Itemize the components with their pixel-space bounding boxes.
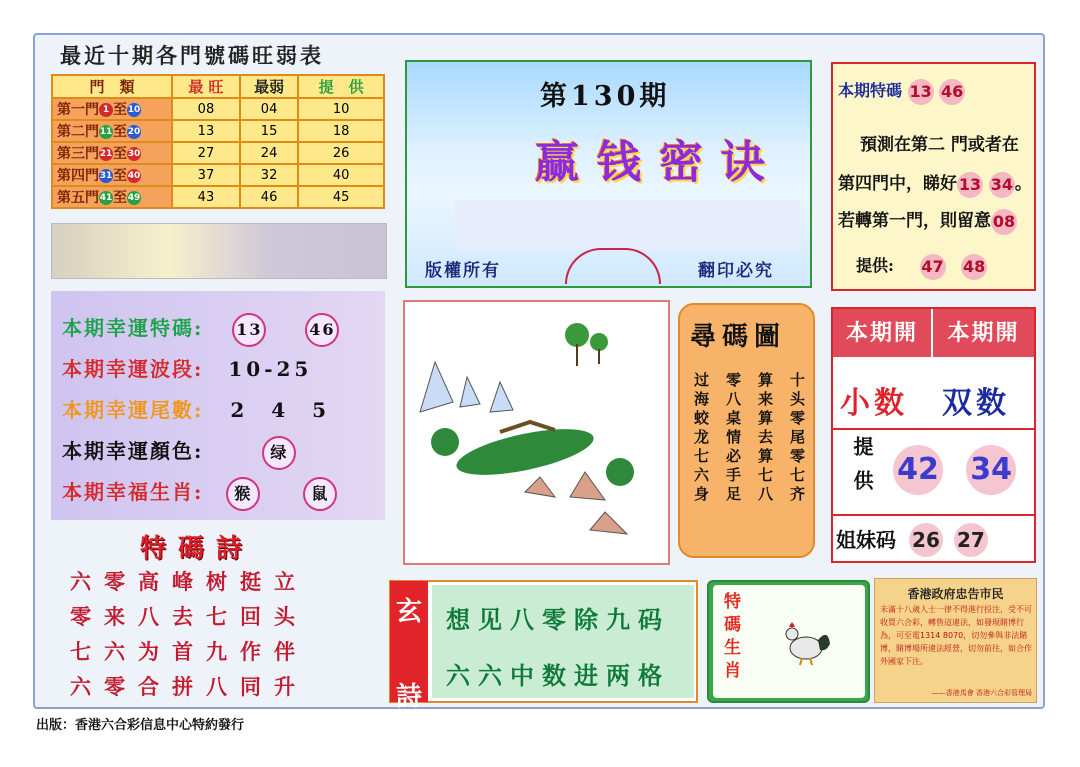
- row-weak: 15: [240, 120, 298, 142]
- notice-body: 未滿十八歲人士一律不得進行投注，受不可收買六合彩，轉售這違法，如發現賭博行為，可至電1314 8070，切勿參與非法賭博，賭博場所違法經營，切勿前往，如合作外國家下注。: [880, 605, 1032, 666]
- row-hot: 13: [172, 120, 240, 142]
- xuanji-side: [390, 581, 428, 712]
- xuanji-line-1: 想见八零除九码: [446, 605, 670, 634]
- row-give: 45: [298, 186, 384, 208]
- table-header-row: [52, 75, 384, 98]
- footer-publisher: 出版：香港六合彩信息中心特約發行: [36, 718, 245, 733]
- table-row: [52, 142, 384, 164]
- sister-ball-2: 27: [954, 523, 988, 557]
- header-give: 提 供: [298, 75, 384, 98]
- kai-header-1: 本期開: [833, 309, 931, 357]
- lucky-tail: 2 4 5: [230, 398, 337, 422]
- kai-give-label: 提供: [850, 436, 874, 504]
- lucky-special-label: 本期幸運特碼:: [62, 316, 204, 340]
- row-hot: 43: [172, 186, 240, 208]
- row-weak: 46: [240, 186, 298, 208]
- row-door: 第一門: [57, 102, 99, 118]
- number-ball: 49: [127, 193, 141, 203]
- row-to: 至: [113, 124, 127, 140]
- issue-number: 第130期: [540, 81, 671, 112]
- lucky-zodiac-2: 鼠: [303, 477, 337, 511]
- predict-line-1: 預測在第二 門或者在: [860, 135, 1019, 155]
- special-ball-1: 13: [908, 79, 934, 105]
- lucky-zodiac-label: 本期幸福生肖:: [62, 480, 204, 504]
- poem-title: 特碼詩: [140, 534, 255, 564]
- xunma-col-4: 过海蛟龙七六身: [692, 372, 710, 505]
- number-ball: 1: [99, 103, 113, 117]
- sister-label: 姐妹码: [836, 528, 896, 552]
- divider: [831, 428, 1036, 430]
- divider: [831, 514, 1036, 516]
- blank-banner: [51, 223, 387, 279]
- notice-title: 香港政府忠告市民: [907, 587, 1004, 601]
- rooster-icon: [780, 618, 832, 670]
- lucky-color-label: 本期幸運顏色:: [62, 439, 204, 463]
- blurred-area: [455, 200, 800, 250]
- row-weak: 32: [240, 164, 298, 186]
- grasshopper-scene-illustration: [405, 302, 668, 563]
- give-label: 提供:: [856, 256, 894, 275]
- sister-ball-1: 26: [909, 523, 943, 557]
- kai-ball-2: 34: [966, 445, 1016, 495]
- row-to: 至: [113, 168, 127, 184]
- row-give: 26: [298, 142, 384, 164]
- kai-value-1: 小数: [840, 386, 908, 421]
- poem-line-2: 零来八去七回头: [70, 604, 308, 629]
- piracy-warning: 翻印必究: [698, 261, 774, 281]
- give-ball-2: 48: [961, 254, 987, 280]
- lucky-wave-row: [62, 353, 312, 382]
- row-door: 第四門: [57, 168, 99, 184]
- number-ball: 11: [99, 127, 113, 137]
- table-row: [52, 120, 384, 142]
- lucky-wave: 10-25: [228, 357, 313, 381]
- number-ball: 10: [127, 105, 141, 115]
- row-to: 至: [113, 102, 127, 118]
- row-give: 10: [298, 98, 384, 120]
- poem-line-1: 六零高峰树挺立: [70, 569, 308, 594]
- row-hot: 27: [172, 142, 240, 164]
- number-ball: 21: [99, 149, 113, 159]
- row-to: 至: [113, 146, 127, 162]
- row-weak: 04: [240, 98, 298, 120]
- give-row: [856, 253, 987, 280]
- row-weak: 24: [240, 142, 298, 164]
- kai-ball-1: 42: [893, 445, 943, 495]
- lucky-tail-label: 本期幸運尾數:: [62, 398, 204, 422]
- hot-cold-table: [51, 74, 385, 209]
- zodiac-label: 特碼生肖: [720, 592, 740, 684]
- poster-title: 赢钱密诀: [535, 137, 783, 188]
- xunma-col-3: 零八桌情必手足: [724, 372, 742, 505]
- lucky-special-row: [62, 312, 339, 347]
- header-category: 門 類: [52, 75, 172, 98]
- xuanji-line-2: 六六中数进两格: [446, 661, 670, 690]
- lucky-special-2: 46: [305, 313, 339, 347]
- riddle-picture: [403, 300, 670, 565]
- table-title: 最近十期各門號碼旺弱表: [60, 43, 324, 68]
- copyright-text: 版權所有: [425, 261, 501, 281]
- kai-balls: [893, 445, 1016, 495]
- number-ball: 41: [99, 193, 113, 203]
- predict-ball-3: 08: [991, 209, 1017, 235]
- row-category: [52, 164, 172, 186]
- lucky-color-row: [62, 435, 296, 470]
- notice-sign: ——香港馬會 香港六合彩管理局: [931, 689, 1032, 697]
- special-label: 本期特碼: [838, 81, 903, 100]
- lucky-special-1: 13: [232, 313, 266, 347]
- special-row: [838, 78, 965, 105]
- table-row: [52, 98, 384, 120]
- row-hot: 08: [172, 98, 240, 120]
- row-category: [52, 142, 172, 164]
- xunma-col-2: 算来算去算七八: [756, 372, 774, 505]
- row-give: 40: [298, 164, 384, 186]
- number-ball: 20: [127, 127, 141, 137]
- number-ball: 31: [99, 171, 113, 181]
- poem-line-3: 七六为首九作伴: [70, 639, 308, 664]
- poem-line-4: 六零合拼八同升: [70, 674, 308, 699]
- kai-value-2: 双数: [942, 386, 1010, 421]
- row-category: [52, 186, 172, 208]
- lucky-wave-label: 本期幸運波段:: [62, 357, 204, 381]
- xuanji-side-bottom: 詩: [395, 682, 422, 712]
- predict-ball-1: 13: [957, 172, 983, 198]
- number-ball: 30: [127, 149, 141, 159]
- number-ball: 40: [127, 171, 141, 181]
- predict-ball-2: 34: [989, 172, 1015, 198]
- xunma-title: 尋碼圖: [690, 322, 787, 352]
- predict-line-3: [838, 206, 1017, 235]
- xuanji-side-top: 玄: [395, 597, 422, 627]
- row-give: 18: [298, 120, 384, 142]
- table-row: [52, 186, 384, 208]
- row-door: 第三門: [57, 146, 99, 162]
- special-ball-2: 46: [939, 79, 965, 105]
- row-to: 至: [113, 190, 127, 206]
- header-weak: 最弱: [240, 75, 298, 98]
- row-door: 第二門: [57, 124, 99, 140]
- row-category: [52, 98, 172, 120]
- lucky-zodiac-row: [62, 476, 337, 511]
- give-ball-1: 47: [920, 254, 946, 280]
- row-category: [52, 120, 172, 142]
- xunma-col-1: 十头零尾零七齐: [788, 372, 806, 505]
- header-hot: 最 旺: [172, 75, 240, 98]
- sister-row: [836, 523, 988, 557]
- kai-header-2: 本期開: [933, 309, 1034, 357]
- predict-line-2-end: 。: [1014, 174, 1032, 194]
- lucky-color: 绿: [262, 436, 296, 470]
- predict-line-3-text: 若轉第一門，則留意: [838, 211, 991, 231]
- lucky-tail-row: [62, 394, 336, 423]
- predict-line-2: [838, 169, 1032, 198]
- table-row: [52, 164, 384, 186]
- row-hot: 37: [172, 164, 240, 186]
- row-door: 第五門: [57, 190, 99, 206]
- predict-line-2-text: 第四門中，睇好: [838, 174, 957, 194]
- lucky-zodiac-1: 猴: [226, 477, 260, 511]
